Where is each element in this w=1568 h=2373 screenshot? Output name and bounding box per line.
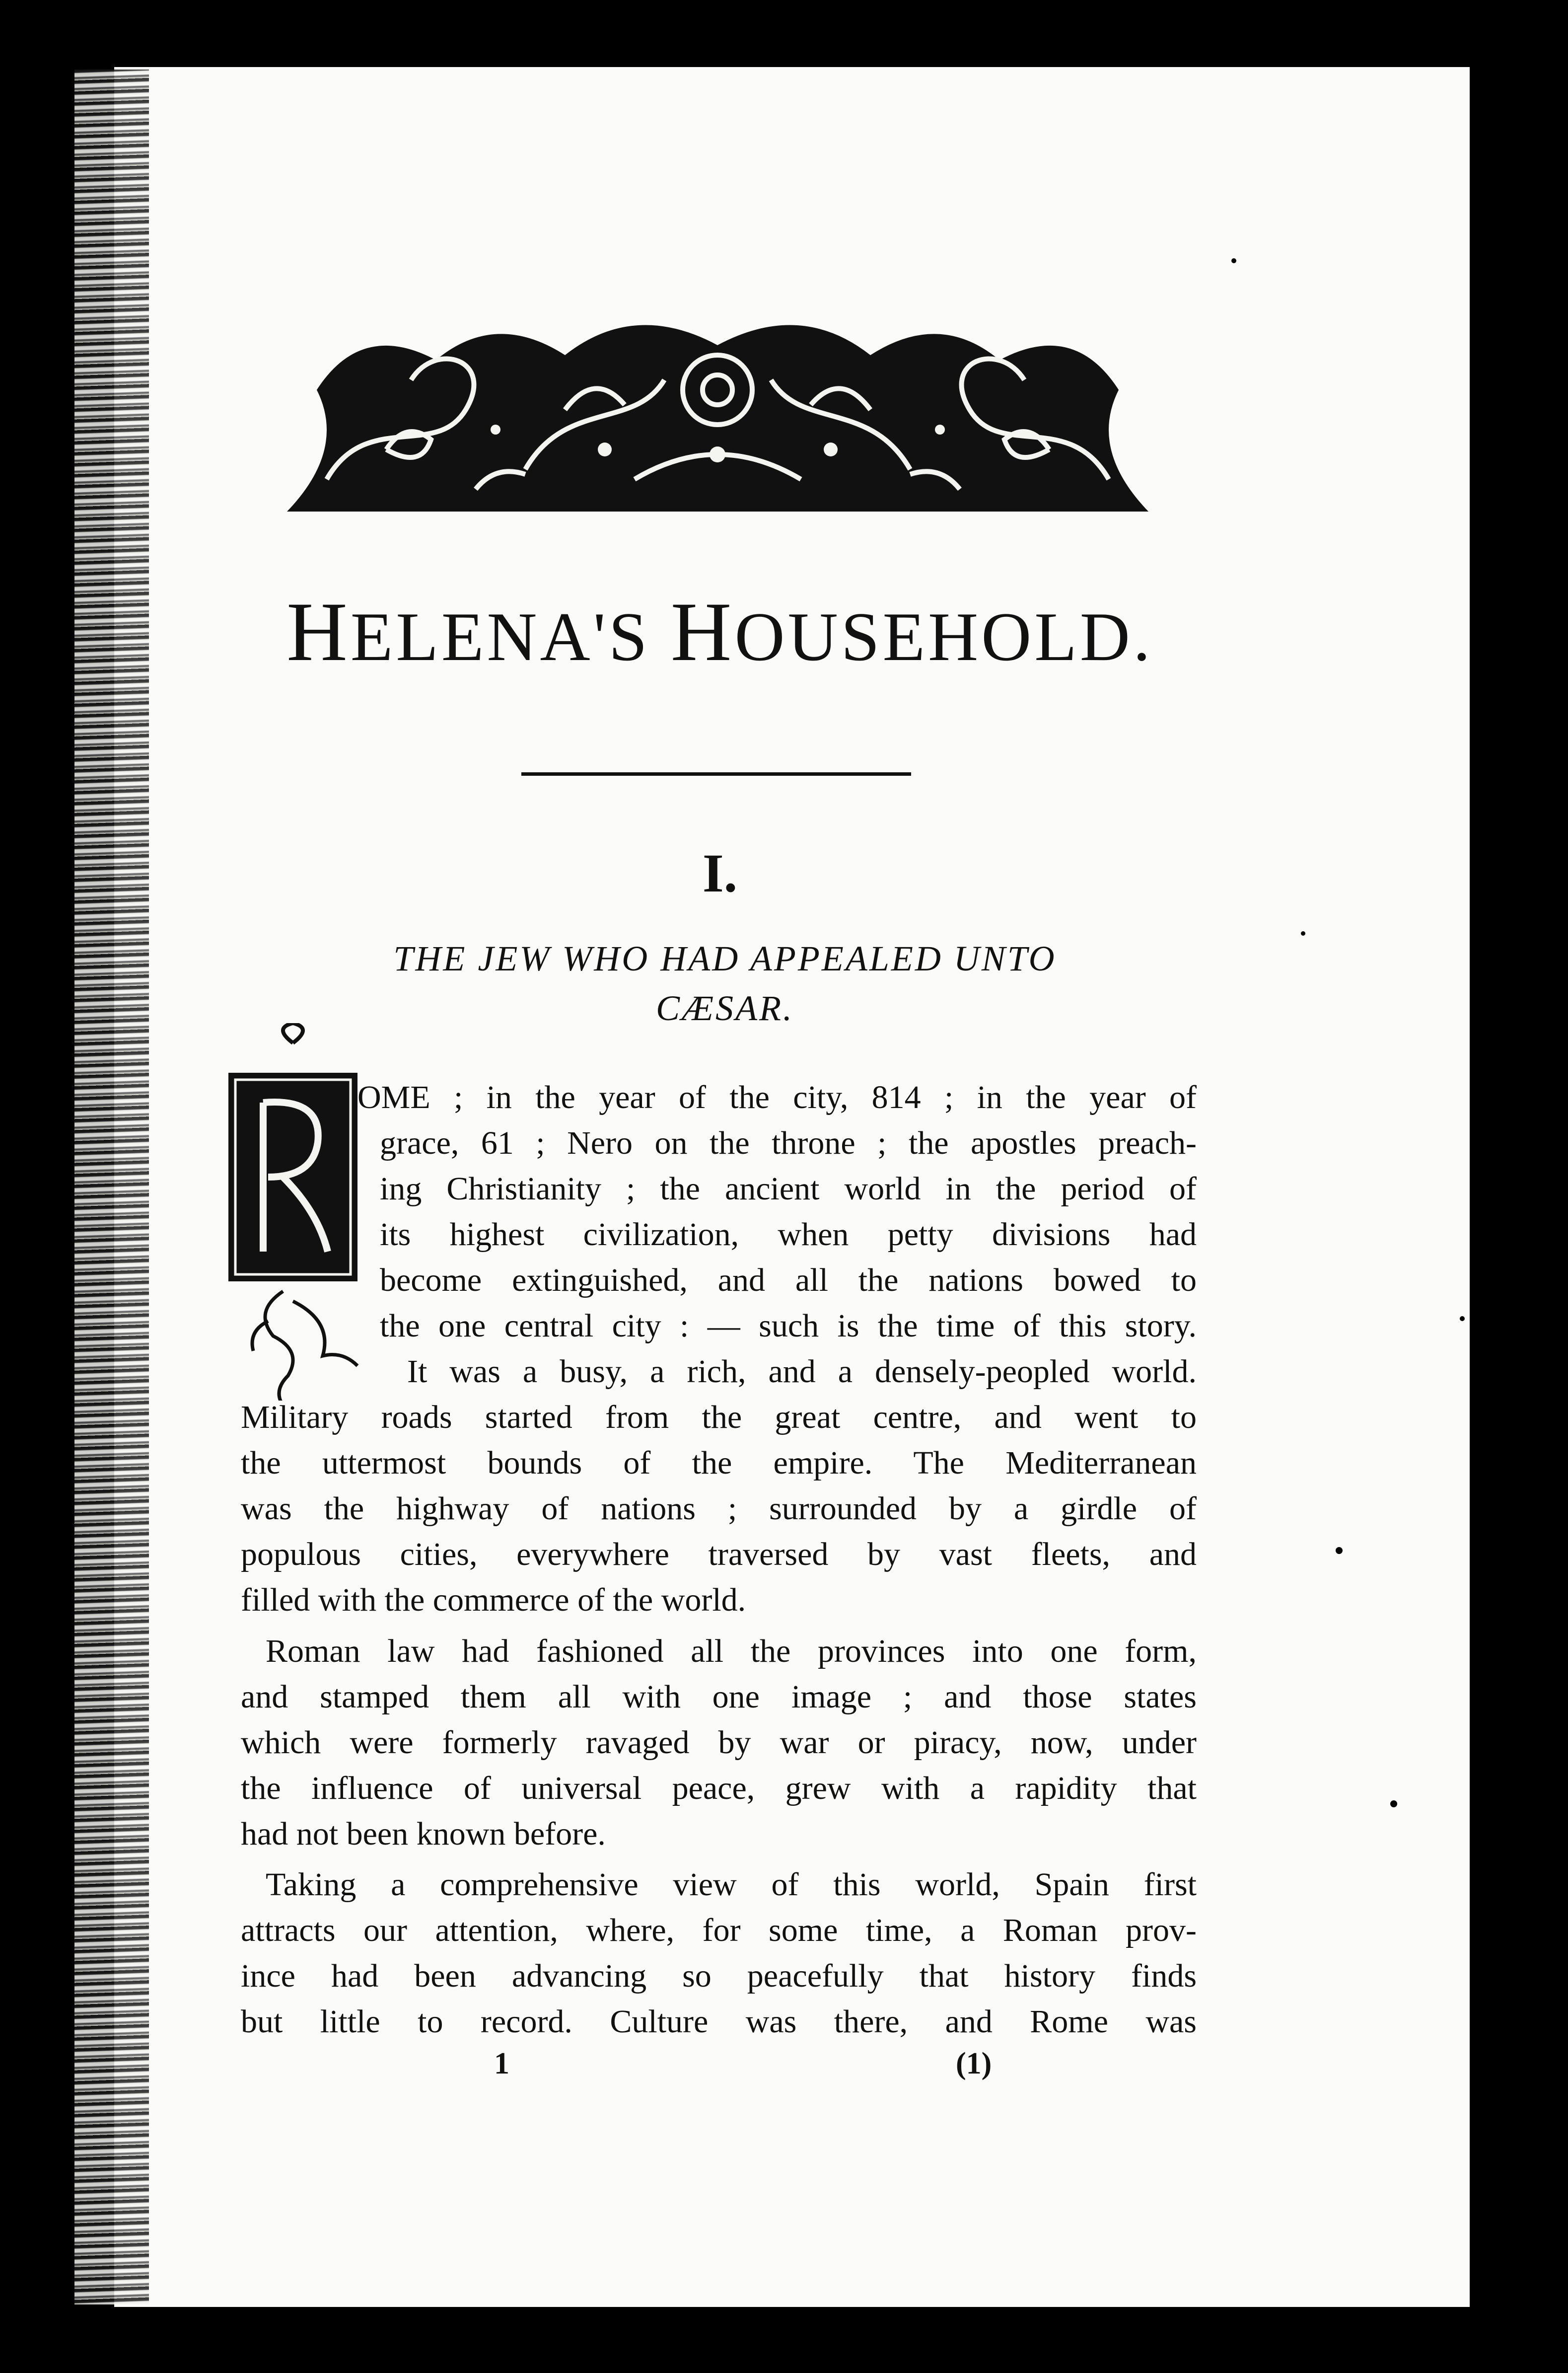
body-line: filled with the commerce of the world. (241, 1582, 746, 1618)
chapter-title: THE JEW WHO HAD APPEALED UNTO CÆSAR. (393, 939, 1057, 1028)
book-title: HELENA'S HOUSEHOLD. (286, 585, 1153, 678)
title-rule (521, 772, 911, 776)
body-line: which were formerly ravaged by war or piracy, now, under (241, 1724, 1197, 1761)
body-line: Taking a comprehensive view of this world, Spain first (266, 1866, 1197, 1903)
body-line: was the highway of nations ; surrounded by a girdle of (241, 1490, 1197, 1527)
page-number: (1) (956, 2047, 992, 2080)
body-line: ince had been advancing so peacefully that history finds (241, 1958, 1197, 1994)
body-line: and stamped them all with one image ; and those states (241, 1679, 1197, 1715)
body-line: Roman law had fashioned all the provinces into one form, (266, 1633, 1197, 1669)
body-line: populous cities, everywhere traversed by vast fleets, and (241, 1536, 1197, 1572)
body-line: the uttermost bounds of the empire. The Mediterranean (241, 1445, 1197, 1481)
body-line: become extinguished, and all the nations bowed to (380, 1262, 1197, 1298)
body-line: the one central city : — such is the time of this story. (380, 1308, 1197, 1344)
body-line: the influence of universal peace, grew with a rapidity that (241, 1770, 1197, 1806)
body-line: grace, 61 ; Nero on the throne ; the apostles preach- (380, 1125, 1197, 1161)
body-line: ing Christianity ; the ancient world in the period of (380, 1171, 1197, 1207)
body-line: It was a busy, a rich, and a densely-peopled world. (407, 1353, 1197, 1390)
signature-mark: 1 (494, 2047, 509, 2080)
chapter-number: I. (702, 843, 738, 903)
body-line: had not been known before. (241, 1816, 606, 1852)
foliate-headpiece-icon (287, 300, 1148, 512)
body-line: its highest civilization, when petty divisions had (380, 1216, 1197, 1253)
body-line: attracts our attention, where, for some time, a Roman prov- (241, 1912, 1197, 1948)
body-line: OME ; in the year of the city, 814 ; in the year of (357, 1079, 1197, 1115)
book-spine-edge (74, 70, 149, 2304)
body-line: but little to record. Culture was there, and Rome was (241, 2003, 1197, 2040)
body-line: Military roads started from the great centre, and went to (241, 1399, 1197, 1435)
